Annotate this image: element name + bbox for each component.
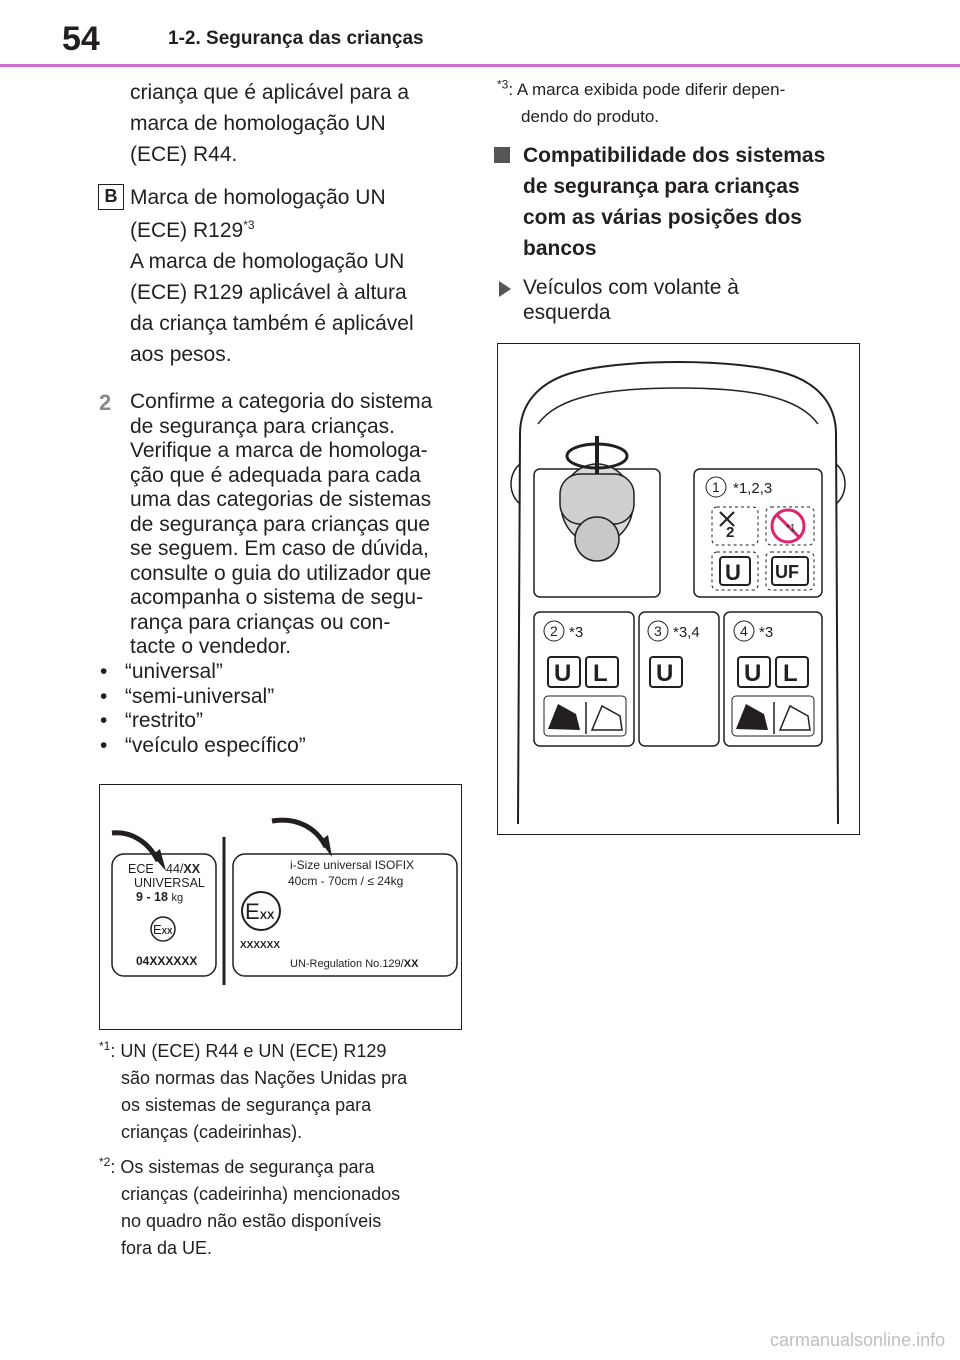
svg-text:i-Size universal ISOFIX: i-Size universal ISOFIX	[290, 858, 415, 872]
svg-text:1: 1	[712, 479, 720, 495]
svg-text:*1: *1	[786, 523, 796, 534]
watermark: carmanualsonline.info	[770, 1330, 946, 1350]
svg-text:L: L	[783, 660, 798, 687]
svg-text:2: 2	[726, 524, 735, 541]
list-item: • “restrito”	[100, 709, 204, 732]
b-title-1: Marca de homologação UN	[130, 186, 386, 209]
list-item: • “semi-universal”	[100, 684, 275, 708]
approval-label-figure	[99, 784, 462, 1030]
approval-label-illustration	[100, 785, 461, 1029]
label-b-badge: B	[98, 184, 124, 210]
svg-text:XXXXXX: XXXXXX	[240, 940, 281, 951]
subheading-triangle-icon	[499, 281, 511, 297]
page-number: 54	[62, 20, 100, 58]
header-rule	[0, 64, 960, 67]
svg-text:U: U	[656, 660, 674, 687]
car-seats-illustration	[498, 344, 859, 834]
b-section: Marca de homologação UN (ECE) R129$^{*3}$ A marca de homologação UN (ECE) R129 aplicável à altura da criança também é aplicável aos pesos.	[130, 182, 414, 370]
svg-text:UNIVERSAL: UNIVERSAL	[134, 876, 205, 890]
svg-text:3: 3	[654, 623, 662, 639]
footnote-2: $^{*2}$: Os sistemas de segurança para crianças (cadeirinha) mencionados no quadro não estão disponíveis fora da UE.	[99, 1155, 401, 1258]
svg-text:U: U	[744, 660, 762, 687]
compatibility-heading: Compatibilidade dos sistemas de segurança para crianças com as várias posições dos bancos	[523, 144, 826, 260]
svg-text:*1,2,3: *1,2,3	[733, 480, 773, 497]
step-text: Confirme a categoria do sistema de segurança para crianças. Verifique a marca de homologa- ção que é adequada para cada uma das categorias de sistemas de segurança para crianças que se seguem. Em caso de dúvida, consulte o guia do utilizador que acompanha o sistema de segu- rança para crianças ou con- tacte o vendedor.	[130, 390, 433, 658]
svg-text:EXX: EXX	[153, 922, 173, 937]
svg-text:U: U	[554, 660, 572, 687]
b-title-2: (ECE) R129$^{*3}$	[130, 218, 255, 242]
footnote-1: $^{*1}$: UN (ECE) R44 e UN (ECE) R129 são normas das Nações Unidas pra os sistemas de segurança para crianças (cadeirinhas).	[99, 1039, 408, 1142]
list-item: • “universal”	[100, 660, 223, 683]
section-title: 1-2. Segurança das crianças	[168, 28, 424, 49]
footnote-3: $^{*3}$: A marca exibida pode diferir depen- dendo do produto.	[497, 77, 786, 126]
seat-compatibility-figure	[497, 343, 860, 835]
step-number: 2	[99, 390, 112, 415]
svg-text:40cm - 70cm / ≤ 24kg: 40cm - 70cm / ≤ 24kg	[288, 874, 404, 888]
svg-text:2: 2	[550, 623, 558, 639]
svg-text:9 - 18 kg: 9 - 18 kg	[136, 890, 184, 904]
category-list	[100, 660, 306, 758]
svg-text:44/XX: 44/XX	[166, 862, 201, 876]
svg-text:*3: *3	[569, 624, 584, 641]
svg-text:ECE: ECE	[128, 862, 154, 876]
list-item: • “veículo específico”	[100, 733, 306, 757]
svg-text:04XXXXXX: 04XXXXXX	[136, 954, 198, 968]
svg-text:UF: UF	[775, 562, 799, 582]
svg-text:*3: *3	[759, 624, 774, 641]
lhd-subheading: Veículos com volante à esquerda	[523, 276, 739, 324]
svg-text:EXX: EXX	[245, 899, 275, 924]
heading-square-bullet	[494, 147, 510, 163]
svg-text:4: 4	[740, 623, 748, 639]
svg-text:UN-Regulation No.129/XX: UN-Regulation No.129/XX	[290, 958, 419, 970]
svg-text:*3,4: *3,4	[673, 624, 700, 641]
intro-text: criança que é aplicável para a marca de homologação UN (ECE) R44.	[130, 81, 410, 166]
svg-text:L: L	[593, 660, 608, 687]
svg-text:U: U	[725, 560, 741, 585]
